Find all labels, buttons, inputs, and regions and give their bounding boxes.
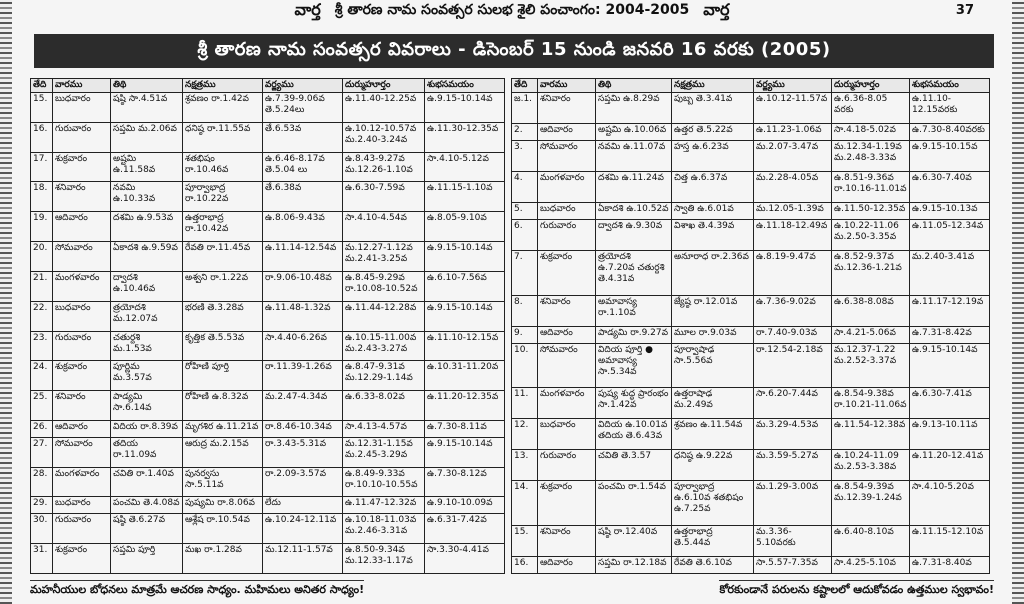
page-footer — [30, 580, 994, 600]
table-cell: ఉ.11.14-12.54వ — [263, 242, 343, 272]
table-row — [31, 497, 505, 514]
table-cell: ఉ.8.50-9.34వ మ.12.33-1.17వ — [343, 544, 425, 574]
table-cell: శ్రవణం ఉ.11.54వ — [672, 419, 754, 450]
table-cell: ఉ.6.30-7.41వ — [910, 388, 990, 419]
table-row — [512, 251, 990, 296]
table-cell: సా.4.25-5.10వ — [832, 556, 910, 573]
table-cell: ఉ.6.46-8.17వ తె.5.04 లు — [263, 152, 343, 182]
table-cell: ఉ.11.10-12.15వరకు — [910, 93, 990, 124]
table-cell: ఆదివారం — [53, 212, 111, 242]
table-cell: నవమి ఉ.10.33వ — [111, 182, 183, 212]
table-cell: ఉ.9.10-10.09వ — [425, 497, 505, 514]
table-cell: 2. — [512, 123, 538, 140]
column-header: తిథి — [596, 79, 672, 93]
table-cell: మ.2.47-4.34వ — [263, 391, 343, 421]
table-cell: త్రయోదశి ఉ.7.20వ చతుర్దశి తె.4.31వ — [596, 251, 672, 296]
table-cell: శతభిషం రా.10.46వ — [183, 152, 263, 182]
column-header: తిథి — [111, 79, 183, 93]
table-cell: ఉ.8.49-9.33వ రా.10.10-10.55వ — [343, 467, 425, 497]
table-cell: 10. — [512, 343, 538, 388]
table-cell: జ్యేష్ఠ రా.12.01వ — [672, 295, 754, 326]
table-row — [31, 544, 505, 574]
table-row — [31, 391, 505, 421]
table-cell: ఉ.11.20-12.35వ — [425, 391, 505, 421]
table-cell: మఖ రా.1.28వ — [183, 544, 263, 574]
table-cell: 15. — [31, 93, 53, 123]
table-cell: మ.2.07-3.47వ — [754, 141, 832, 172]
column-header: శుభసమయం — [910, 79, 990, 93]
table-cell: 16. — [512, 556, 538, 573]
table-cell: రేవతి రా.11.45వ — [183, 242, 263, 272]
decorative-border-right — [1012, 0, 1024, 604]
table-cell: శనివారం — [53, 182, 111, 212]
column-header: వారము — [53, 79, 111, 93]
table-cell: 24. — [31, 361, 53, 391]
table-row — [512, 481, 990, 526]
table-cell: మ.3.36-5.10వరకు — [754, 525, 832, 556]
table-cell: సప్తమి ఉ.8.29వ — [596, 93, 672, 124]
table-cell: ఉ.9.15-10.14వ — [425, 437, 505, 467]
table-cell: మ.12.05-1.39వ — [754, 203, 832, 220]
table-cell: ఉ.8.52-9.37వ మ.12.36-1.21వ — [832, 251, 910, 296]
table-cell: మంగళవారం — [538, 388, 596, 419]
table-cell: శుక్రవారం — [53, 152, 111, 182]
column-header: తేది — [512, 79, 538, 93]
table-cell: ఉ.8.45-9.29వ రా.10.08-10.52వ — [343, 271, 425, 301]
table-cell: ఉ.11.30-12.35వ — [425, 122, 505, 152]
column-header: వారము — [538, 79, 596, 93]
column-header: దుర్ముహూర్తం — [832, 79, 910, 93]
table-cell: 18. — [31, 182, 53, 212]
table-cell: ఉ.8.47-9.31వ మ.12.29-1.14వ — [343, 361, 425, 391]
table-cell: ఉ.11.20-12.41వ — [910, 450, 990, 481]
table-cell: 15. — [512, 525, 538, 556]
table-row — [512, 220, 990, 251]
table-cell: ఉ.11.18-12.49వ — [754, 220, 832, 251]
table-row — [31, 122, 505, 152]
table-cell: ఉత్తరాభాద్ర తె.5.44వ — [672, 525, 754, 556]
table-cell: స్వాతి ఉ.6.01వ — [672, 203, 754, 220]
table-cell: ఏకాదశి ఉ.9.59వ — [111, 242, 183, 272]
column-header: తేది — [31, 79, 53, 93]
table-cell: 26. — [31, 421, 53, 438]
table-cell: విదియ పూర్తి ● అమావాస్య సా.5.34వ — [596, 343, 672, 388]
table-cell: పూర్వాభాద్ర రా.10.22వ — [183, 182, 263, 212]
table-cell: ఉ.11.17-12.19వ — [910, 295, 990, 326]
table-cell: ద్వాదశి ఉ.9.30వ — [596, 220, 672, 251]
table-row — [512, 419, 990, 450]
table-cell: చవితి రా.1.40వ — [111, 467, 183, 497]
table-cell: ఉ.10.31-11.20వ — [425, 361, 505, 391]
table-cell: అమావాస్య రా.1.10వ — [596, 295, 672, 326]
table-cell: శనివారం — [538, 295, 596, 326]
table-cell: గురువారం — [538, 450, 596, 481]
table-cell: ఉ.11.47-12.32వ — [343, 497, 425, 514]
newspaper-logo: వార్త — [294, 0, 321, 19]
table-cell: ఉ.10.18-11.03వ మ.2.46-3.31వ — [343, 514, 425, 544]
table-cell: మ.3.59-5.27వ — [754, 450, 832, 481]
table-row — [512, 388, 990, 419]
table-cell: ఉ.11.54-12.38వ — [832, 419, 910, 450]
table-cell: ఉ.8.51-9.36వ రా.10.16-11.01వ — [832, 172, 910, 203]
table-cell: నవమి ఉ.11.07వ — [596, 141, 672, 172]
table-row — [31, 361, 505, 391]
table-cell: 31. — [31, 544, 53, 574]
table-cell: ఉ.10.24-11.09 మ.2.53-3.38వ — [832, 450, 910, 481]
table-cell: మంగళవారం — [538, 172, 596, 203]
table-row — [31, 437, 505, 467]
table-cell: మంగళవారం — [53, 467, 111, 497]
table-cell: అనూరాధ రా.2.36వ — [672, 251, 754, 296]
table-cell: మ.12.31-1.15వ మ.2.45-3.29వ — [343, 437, 425, 467]
table-cell: ఉ.6.36-8.05 వరకు — [832, 93, 910, 124]
table-cell: 19. — [31, 212, 53, 242]
table-cell: ఉ.10.12-11.57వ — [754, 93, 832, 124]
table-cell: సా.4.21-5.06వ — [832, 326, 910, 343]
table-cell: ఉ.6.30-7.40వ — [910, 172, 990, 203]
table-cell: చిత్త ఉ.6.37వ — [672, 172, 754, 203]
table-row — [31, 331, 505, 361]
table-cell: 11. — [512, 388, 538, 419]
table-cell: ఉ.7.31-8.42వ — [910, 326, 990, 343]
table-cell: జ.1. — [512, 93, 538, 124]
table-row — [512, 203, 990, 220]
table-cell: దశమి ఉ.9.53వ — [111, 212, 183, 242]
table-cell: ధనిష్ఠ ఉ.9.22వ — [672, 450, 754, 481]
table-row — [512, 450, 990, 481]
table-cell: బుధవారం — [53, 93, 111, 123]
table-cell: 8. — [512, 295, 538, 326]
table-cell: పూర్వాషాఢ సా.5.56వ — [672, 343, 754, 388]
footer-quote-left: మహనీయుల బోధనలు మాత్రమే ఆచరణ సాధ్యం. మహిమలు అనితర సాధ్యం! — [30, 580, 364, 600]
table-cell: సప్తమి మ.2.06వ — [111, 122, 183, 152]
table-cell: మృగశిర ఉ.11.21వ — [183, 421, 263, 438]
table-cell: 9. — [512, 326, 538, 343]
table-cell: ఉ.11.15-12.10వ — [910, 525, 990, 556]
table-cell: ఉ.10.24-12.11వ — [263, 514, 343, 544]
table-cell: మ.1.29-3.00వ — [754, 481, 832, 526]
column-header: నక్షత్రము — [672, 79, 754, 93]
table-cell: ఉ.11.23-1.06వ — [754, 123, 832, 140]
table-cell: షష్ఠి తె.6.27వ — [111, 514, 183, 544]
table-cell: 20. — [31, 242, 53, 272]
table-cell: రా.11.39-1.26వ — [263, 361, 343, 391]
table-cell: శుక్రవారం — [53, 544, 111, 574]
table-cell: 6. — [512, 220, 538, 251]
table-cell: మ.12.37-1.22 మ.2.52-3.37వ — [832, 343, 910, 388]
table-cell: 27. — [31, 437, 53, 467]
table-cell: తే.6.38వ — [263, 182, 343, 212]
table-cell: సా.3.30-4.41వ — [425, 544, 505, 574]
table-cell: లేదు — [263, 497, 343, 514]
table-cell: ఉత్తరాషాఢ మ.2.49వ — [672, 388, 754, 419]
table-cell: శనివారం — [538, 525, 596, 556]
table-cell: శనివారం — [53, 391, 111, 421]
table-cell: రా.7.40-9.03వ — [754, 326, 832, 343]
column-header: వర్జ్యము — [263, 79, 343, 93]
table-cell: దశమి ఉ.11.24వ — [596, 172, 672, 203]
table-cell: మ.12.27-1.12వ మ.2.41-3.25వ — [343, 242, 425, 272]
table-cell: సా.4.10-5.20వ — [910, 481, 990, 526]
table-cell: పంచమి రా.1.54వ — [596, 481, 672, 526]
table-cell: శుక్రవారం — [53, 361, 111, 391]
table-cell: త్రయోదశి మ.12.07వ — [111, 301, 183, 331]
table-cell: ఉ.8.19-9.47వ — [754, 251, 832, 296]
table-cell: ఉ.8.06-9.43వ — [263, 212, 343, 242]
table-cell: చతుర్దశి మ.1.53వ — [111, 331, 183, 361]
table-cell: సా.4.18-5.02వ — [832, 123, 910, 140]
table-cell: ఉ.8.43-9.27వ మ.12.26-1.10వ — [343, 152, 425, 182]
table-cell: తదియ రా.11.09వ — [111, 437, 183, 467]
right-table — [511, 78, 990, 574]
table-cell: 29. — [31, 497, 53, 514]
table-cell: 28. — [31, 467, 53, 497]
table-cell: ఆరుద్ర మ.2.15వ — [183, 437, 263, 467]
table-cell: మూల రా.9.03వ — [672, 326, 754, 343]
table-cell: పుష్యమి రా.8.06వ — [183, 497, 263, 514]
table-cell: 5. — [512, 203, 538, 220]
table-row — [512, 295, 990, 326]
table-cell: ఉ.9.15-10.14వ — [425, 242, 505, 272]
table-cell: బుధవారం — [53, 497, 111, 514]
table-cell: ఉ.11.50-12.35వ — [832, 203, 910, 220]
table-row — [31, 182, 505, 212]
right-table-header — [512, 79, 990, 93]
tables-container — [30, 78, 988, 574]
table-cell: ఉ.9.13-10.11వ — [910, 419, 990, 450]
table-cell: పంచమి తె.4.08వ — [111, 497, 183, 514]
table-cell: ఉ.7.30-8.40వరకు — [910, 123, 990, 140]
table-row — [512, 326, 990, 343]
table-cell: ఉ.9.15-10.15వ — [910, 141, 990, 172]
table-cell: మ.3.29-4.53వ — [754, 419, 832, 450]
table-cell: రా.3.43-5.31వ — [263, 437, 343, 467]
table-cell: ఉ.7.39-9.06వ తె.5.24లు — [263, 93, 343, 123]
table-cell: ఉ.7.31-8.40వ — [910, 556, 990, 573]
page-number: 37 — [955, 3, 974, 18]
table-cell: అష్టమి ఉ.10.06వ — [596, 123, 672, 140]
table-cell: సా.6.20-7.44వ — [754, 388, 832, 419]
table-row — [512, 525, 990, 556]
table-row — [31, 421, 505, 438]
table-cell: శ్రవణం రా.1.42వ — [183, 93, 263, 123]
table-cell: సోమవారం — [538, 141, 596, 172]
column-header: వర్జ్యము — [754, 79, 832, 93]
table-cell: బుధవారం — [53, 301, 111, 331]
table-cell: ఉ.8.54-9.39వ మ.12.39-1.24వ — [832, 481, 910, 526]
table-cell: అశ్వని రా.1.22వ — [183, 271, 263, 301]
decorative-border-left — [0, 0, 12, 604]
table-cell: సోమవారం — [538, 343, 596, 388]
table-row — [31, 271, 505, 301]
table-cell: కృత్తిక తె.5.53వ — [183, 331, 263, 361]
column-header: నక్షత్రము — [183, 79, 263, 93]
table-cell: రేవతి తె.6.10వ — [672, 556, 754, 573]
table-cell: భరణి తె.3.28వ — [183, 301, 263, 331]
column-header: శుభసమయం — [425, 79, 505, 93]
table-row — [512, 123, 990, 140]
table-cell: ఉ.9.15-10.14వ — [910, 343, 990, 388]
table-cell: గురువారం — [538, 220, 596, 251]
table-cell: సా.4.13-4.57వ — [343, 421, 425, 438]
table-cell: సా.5.57-7.35వ — [754, 556, 832, 573]
table-cell: గురువారం — [53, 514, 111, 544]
table-cell: ఉ.6.33-8.02వ — [343, 391, 425, 421]
table-cell: ఉ.9.15-10.13వ — [910, 203, 990, 220]
table-cell: ఆదివారం — [538, 556, 596, 573]
page-header — [14, 0, 1010, 22]
table-cell: ఉత్తర తె.5.22వ — [672, 123, 754, 140]
table-cell: ఉ.7.36-9.02వ — [754, 295, 832, 326]
table-cell: గురువారం — [53, 331, 111, 361]
table-cell: 3. — [512, 141, 538, 172]
title-banner: శ్రీ తారణ నామ సంవత్సర వివరాలు - డిసెంబర్ 15 నుండి జనవరి 16 వరకు (2005) — [34, 34, 994, 68]
table-cell: రోహిణి ఉ.8.32వ — [183, 391, 263, 421]
table-cell: ఉ.7.30-8.11వ — [425, 421, 505, 438]
table-cell: ఉ.11.15-1.10వ — [425, 182, 505, 212]
table-row — [31, 152, 505, 182]
table-cell: చవితి తె.3.57 — [596, 450, 672, 481]
table-cell: సప్తమి రా.12.18వ — [596, 556, 672, 573]
table-row — [31, 93, 505, 123]
table-cell: పుబ్బ తె.3.41వ — [672, 93, 754, 124]
table-cell: మ.2.40-3.41వ — [910, 251, 990, 296]
table-row — [31, 242, 505, 272]
table-cell: ఉ.8.05-9.10వ — [425, 212, 505, 242]
table-row — [512, 343, 990, 388]
table-cell: మంగళవారం — [53, 271, 111, 301]
table-cell: 12. — [512, 419, 538, 450]
table-cell: పునర్వసు సా.5.11వ — [183, 467, 263, 497]
table-cell: సా.4.40-6.26వ — [263, 331, 343, 361]
table-cell: సా.4.10-4.54వ — [343, 212, 425, 242]
table-cell: విశాఖ తె.4.39వ — [672, 220, 754, 251]
table-cell: పుష్య శుద్ధ ప్రారంభం సా.1.42వ — [596, 388, 672, 419]
table-cell: గురువారం — [53, 122, 111, 152]
table-cell: హస్త ఉ.6.23వ — [672, 141, 754, 172]
table-row — [512, 172, 990, 203]
header-title: శ్రీ తారణ నామ సంవత్సర సులభ శైలి పంచాంగం: 2004-2005 — [334, 1, 690, 18]
table-cell: ఉ.11.44-12.28వ — [343, 301, 425, 331]
table-cell: రా.8.46-10.34వ — [263, 421, 343, 438]
left-table-body — [31, 93, 505, 574]
table-cell: సోమవారం — [53, 437, 111, 467]
table-row — [31, 514, 505, 544]
table-cell: సా.4.10-5.12వ — [425, 152, 505, 182]
table-cell: పాడ్యమి సా.6.14వ — [111, 391, 183, 421]
table-cell: రా.9.06-10.48వ — [263, 271, 343, 301]
newspaper-logo-right: వార్త — [703, 0, 730, 19]
table-cell: ఏకాదశి ఉ.10.52వ — [596, 203, 672, 220]
table-cell: ఆదివారం — [538, 326, 596, 343]
table-row — [512, 93, 990, 124]
table-cell: విదియ ఉ.10.01వ తదియ తె.6.43వ — [596, 419, 672, 450]
table-cell: రా.12.54-2.18వ — [754, 343, 832, 388]
table-cell: ద్వాదశి ఉ.10.46వ — [111, 271, 183, 301]
table-cell: 21. — [31, 271, 53, 301]
table-cell: ఉ.10.22-11.06 మ.2.50-3.35వ — [832, 220, 910, 251]
table-cell: రా.2.09-3.57వ — [263, 467, 343, 497]
table-cell: 7. — [512, 251, 538, 296]
table-cell: శుక్రవారం — [538, 251, 596, 296]
table-cell: 25. — [31, 391, 53, 421]
table-row — [31, 467, 505, 497]
table-cell: ఉ.7.30-8.12వ — [425, 467, 505, 497]
left-table-header — [31, 79, 505, 93]
table-row — [512, 556, 990, 573]
table-cell: 4. — [512, 172, 538, 203]
table-cell: షష్ఠి సా.4.51వ — [111, 93, 183, 123]
table-cell: సోమవారం — [53, 242, 111, 272]
table-cell: పూర్వాభాద్ర ఉ.6.10వ శతభిషం ఉ.7.25వ — [672, 481, 754, 526]
left-table — [30, 78, 505, 574]
table-cell: ఉ.9.15-10.14వ — [425, 93, 505, 123]
table-cell: శుక్రవారం — [538, 481, 596, 526]
table-cell: ఆదివారం — [53, 421, 111, 438]
table-cell: ఉ.6.30-7.59వ — [343, 182, 425, 212]
table-cell: ఉ.11.10-12.15వ — [425, 331, 505, 361]
table-cell: ఉ.6.40-8.10వ — [832, 525, 910, 556]
table-cell: షష్ఠి రా.12.40వ — [596, 525, 672, 556]
table-cell: పూర్ణిమ మ.3.57వ — [111, 361, 183, 391]
table-cell: ఉత్తరాభాద్ర రా.10.42వ — [183, 212, 263, 242]
table-cell: బుధవారం — [538, 419, 596, 450]
table-cell: ఉ.8.54-9.38వ రా.10.21-11.06వ — [832, 388, 910, 419]
table-cell: ఉ.6.38-8.08వ — [832, 295, 910, 326]
table-cell: ఉ.11.05-12.34వ — [910, 220, 990, 251]
table-cell: అష్టమి ఉ.11.58వ — [111, 152, 183, 182]
table-cell: 23. — [31, 331, 53, 361]
table-cell: 30. — [31, 514, 53, 544]
table-cell: శనివారం — [538, 93, 596, 124]
table-cell: ఆదివారం — [538, 123, 596, 140]
table-cell: ఉ.10.15-11.00వ మ.2.43-3.27వ — [343, 331, 425, 361]
table-row — [31, 212, 505, 242]
table-cell: 16. — [31, 122, 53, 152]
table-cell: ఉ.9.15-10.14వ — [425, 301, 505, 331]
table-cell: బుధవారం — [538, 203, 596, 220]
table-cell: ఉ.6.31-7.42వ — [425, 514, 505, 544]
table-cell: ఉ.11.48-1.32వ — [263, 301, 343, 331]
table-cell: ధనిష్ఠ రా.11.55వ — [183, 122, 263, 152]
table-cell: మ.12.34-1.19వ మ.2.48-3.33వ — [832, 141, 910, 172]
table-cell: విదియ రా.8.39వ — [111, 421, 183, 438]
table-cell: ఉ.11.40-12.25వ — [343, 93, 425, 123]
table-cell: తే.6.53వ — [263, 122, 343, 152]
table-cell: 17. — [31, 152, 53, 182]
table-cell: ఆశ్లేష రా.10.54వ — [183, 514, 263, 544]
footer-quote-right: కోరకుండానే పరులను కష్టాలలో ఆదుకోవడం ఉత్తముల స్వభావం! — [719, 580, 994, 600]
column-header: దుర్ముహూర్తం — [343, 79, 425, 93]
table-row — [512, 141, 990, 172]
table-cell: 13. — [512, 450, 538, 481]
table-cell: ఉ.10.12-10.57వ మ.2.40-3.24వ — [343, 122, 425, 152]
table-row — [31, 301, 505, 331]
table-cell: 14. — [512, 481, 538, 526]
table-cell: మ.2.28-4.05వ — [754, 172, 832, 203]
table-cell: సప్తమి పూర్తి — [111, 544, 183, 574]
right-table-body — [512, 93, 990, 574]
table-cell: మ.12.11-1.57వ — [263, 544, 343, 574]
table-cell: పాడ్యమి రా.9.27వ — [596, 326, 672, 343]
table-cell: ఉ.6.10-7.56వ — [425, 271, 505, 301]
table-cell: 22. — [31, 301, 53, 331]
table-cell: రోహిణి పూర్తి — [183, 361, 263, 391]
